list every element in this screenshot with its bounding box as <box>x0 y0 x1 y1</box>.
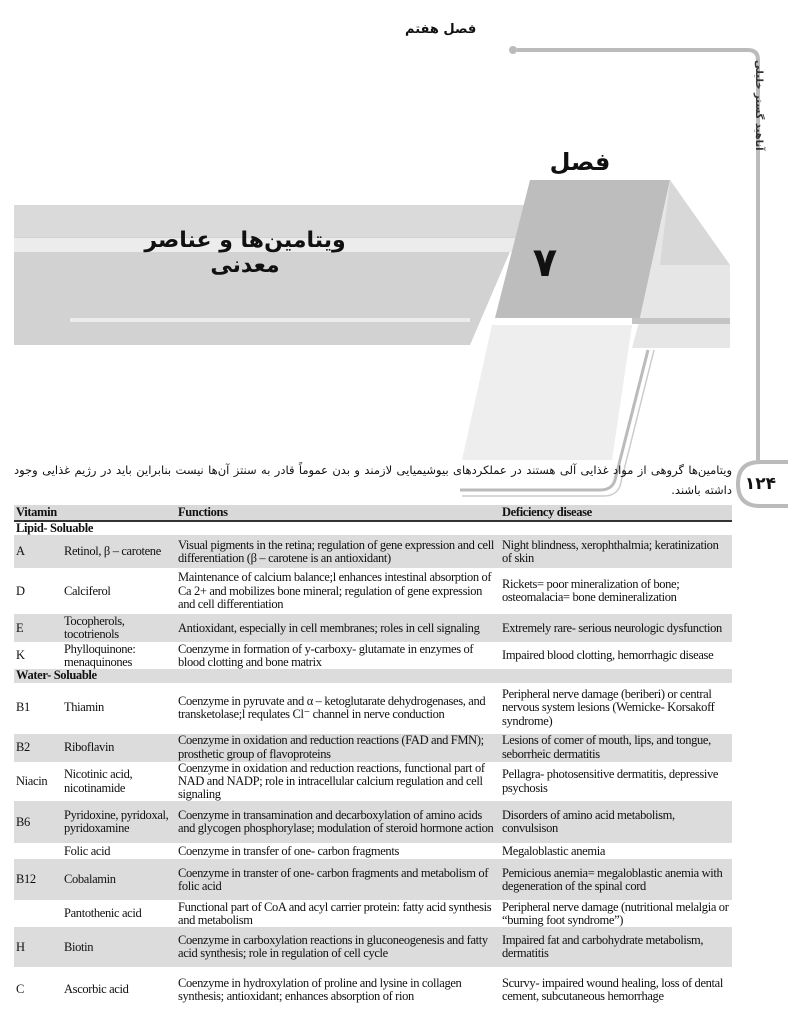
deficiency-disease: Megaloblastic anemia <box>502 843 606 858</box>
deficiency-disease: Night blindness, xerophthalmia; keratinization of skin <box>500 535 732 568</box>
deficiency-disease: Extremely rare- serious neurologic dysfunction <box>500 614 732 642</box>
vitamin-functions: Functional part of CoA and acyl carrier protein: fatty acid synthesis and metabolism <box>178 899 492 927</box>
header-functions: Functions <box>176 505 500 521</box>
table-row <box>14 642 732 669</box>
vitamin-functions: Maintenance of calcium balance;l enhances intestinal absorption of Ca 2+ and mobilizes bone mineral; regulation of gene expression and cell differentiation <box>178 570 492 611</box>
deficiency-disease: Impaired fat and carbohydrate metabolism, dermatitis <box>500 927 732 967</box>
vitamin-code: B12 <box>14 859 62 900</box>
deficiency-disease: Pemicious anemia= megaloblastic anemia with degeneration of the spinal cord <box>500 859 732 900</box>
vitamin-functions: Coenzyme in carboxylation reactions in gluconeogenesis and fatty acid synthesis; role in regulation of cell cycle <box>176 927 500 967</box>
vitamin-functions: Coenzyme in pyruvate and α – ketoglutarate dehydrogenases, and transketolase;l requlates Cl⁻ channel in nerve conduction <box>178 693 486 722</box>
section-label: Water- Soluable <box>14 669 732 682</box>
table-row <box>14 801 732 843</box>
vitamin-name: Folic acid <box>64 843 111 858</box>
vitamin-name: Nicotinic acid, nicotinamide <box>64 767 133 795</box>
vitamin-name: Retinol, β – carotene <box>62 535 176 568</box>
vitamin-name: Ascorbic acid <box>64 982 129 997</box>
running-title: فصل هفتم <box>405 22 477 37</box>
deficiency-disease: Lesions of comer of mouth, lips, and tongue, seborrheic dermatitis <box>500 734 732 762</box>
vitamin-functions: Visual pigments in the retina; regulation of gene expression and cell differentiation (β – carotene is an antioxidant) <box>176 535 500 568</box>
table-row <box>14 843 732 859</box>
vitamin-code: E <box>14 614 62 642</box>
intro-paragraph: ویتامین‌ها گروهی از مواد غذایی آلی هستند در عملکردهای بیوشیمیایی لازمند و بدن عموماً قادر به سنتز آن‌ها نیست بنابراین باید در رژیم غذایی وجود داشته باشند. <box>14 463 732 497</box>
deficiency-disease: Peripheral nerve damage (nutritional melalgia or “buming foot syndrome”) <box>502 899 729 927</box>
section-row <box>14 521 732 535</box>
vitamin-name: Thiamin <box>64 700 104 715</box>
vitamin-name: Calciferol <box>64 583 111 598</box>
chapter-word: فصل <box>549 148 611 176</box>
table-row <box>14 734 732 762</box>
vitamin-functions: Antioxidant, especially in cell membranes; roles in cell signaling <box>176 614 500 642</box>
vitamin-functions: Coenzyme in formation of y-carboxy- glutamate in enzymes of blood clotting and bone matrix <box>178 641 474 669</box>
page-number: ۱۲۴ <box>744 474 777 494</box>
table-row <box>14 859 732 900</box>
vitamin-code <box>14 900 62 927</box>
table-row <box>14 535 732 568</box>
vitamin-name: Biotin <box>62 927 176 967</box>
table-row <box>14 900 732 927</box>
vitamin-name: Pantothenic acid <box>64 906 142 921</box>
vitamin-code: H <box>14 927 62 967</box>
table-header-row <box>14 505 732 521</box>
vitamin-code: B2 <box>14 734 62 762</box>
vitamin-name: Phylloquinone: menaquinones <box>64 641 136 669</box>
vitamin-code: A <box>14 535 62 568</box>
vitamin-code <box>14 843 62 859</box>
section-row <box>14 669 732 682</box>
deficiency-disease: Impaired blood clotting, hemorrhagic disease <box>502 648 714 663</box>
header-dot <box>509 46 517 54</box>
table-row <box>14 683 732 734</box>
deficiency-disease: Pellagra- photosensitive dermatitis, depressive psychosis <box>502 767 719 795</box>
section-label: Lipid- Soluable <box>16 521 94 535</box>
table-row <box>14 927 732 967</box>
vitamin-code: D <box>16 583 25 598</box>
table-row <box>14 614 732 642</box>
vitamin-name: Cobalamin <box>62 859 176 900</box>
vitamin-name: Riboflavin <box>62 734 176 762</box>
header-vitamin: Vitamin <box>14 505 176 521</box>
vitamin-functions: Coenzyme in oxidation and reduction reactions (FAD and FMN); prosthetic group of flavoproteins <box>176 734 500 762</box>
chapter-number-box <box>462 325 632 460</box>
table-row <box>14 967 732 1012</box>
deficiency-disease: Rickets= poor mineralization of bone; osteomalacia= bone demineralization <box>502 577 680 605</box>
vitamin-code: B1 <box>16 700 30 715</box>
vitamin-functions: Coenzyme in hydroxylation of proline and lysine in collagen synthesis; antioxidant; enhances absorption of rion <box>178 975 462 1003</box>
deficiency-disease: Scurvy- impaired wound healing, loss of dental cement, subcutaneous hemorrhage <box>502 975 724 1003</box>
vitamins-table <box>14 505 732 1012</box>
header-deficiency: Deficiency disease <box>500 505 732 521</box>
vitamin-code: C <box>16 982 24 997</box>
table-row <box>14 568 732 614</box>
chapter-title: ویتامین‌ها و عناصر معدنی <box>144 228 346 278</box>
deficiency-disease: Peripheral nerve damage (beriberi) or central nervous system lesions (Wemicke- Korsakoff syndrome) <box>502 687 715 728</box>
vitamin-functions: Coenzyme in transter of one- carbon fragments and metabolism of folic acid <box>176 859 500 900</box>
side-label: آناهید گستر خلیلی <box>753 60 764 151</box>
vitamin-functions: Coenzyme in transfer of one- carbon fragments <box>178 843 399 858</box>
vitamin-functions: Coenzyme in transamination and decarboxylation of amino acids and glycogen phosphorylase; modulation of steroid hormone action <box>176 801 500 843</box>
vitamin-name: Tocopherols, tocotrienols <box>62 614 176 642</box>
vitamin-code: B6 <box>14 801 62 843</box>
vitamin-code: Niacin <box>16 773 48 788</box>
chapter-number: ۷ <box>532 240 558 286</box>
deficiency-disease: Disorders of amino acid metabolism, convulsison <box>500 801 732 843</box>
table-row <box>14 762 732 802</box>
vitamin-functions: Coenzyme in oxidation and reduction reactions, functional part of NAD and NADP; role in intracellular calcium regulation and cell signaling <box>178 760 485 802</box>
vitamin-name: Pyridoxine, pyridoxal, pyridoxamine <box>62 801 176 843</box>
vitamin-code: K <box>16 648 25 663</box>
